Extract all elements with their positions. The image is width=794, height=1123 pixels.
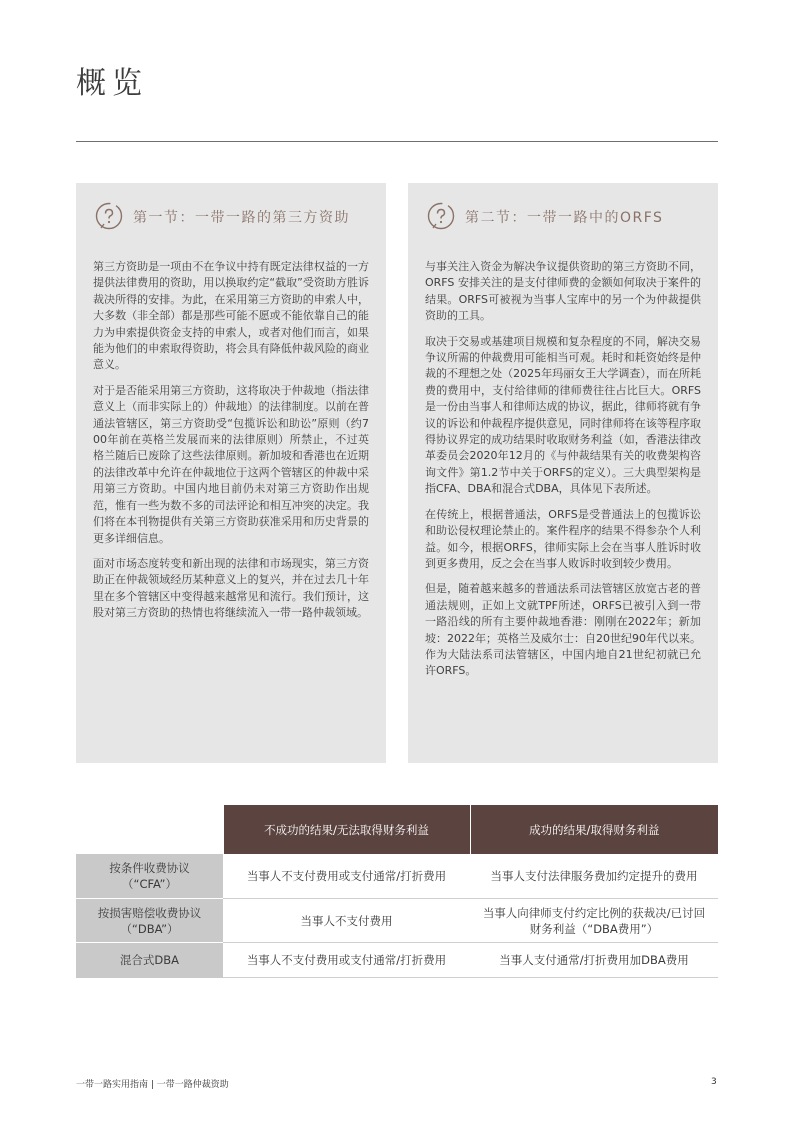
section-1-paragraph: 对于是否能采用第三方资助，这将取决于仲裁地（指法律意义上（而非实际上的）仲裁地）的法律制度。以前在普通法管辖区，第三方资助受“包揽诉讼和助讼”原则（约700年前在英格兰发展而来的法律原则）所禁止，不过英格兰随后已废除了这些法律原则。新加坡和香港也在近期的法律改革中允许在仲裁地位于这两个管辖区的仲裁中采用第三方资助。中国内地目前仍未对第三方资助作出规范，惟有一些为数不多的司法评论和相互冲突的决定。我们将在本刊物提供有关第三方资助获准采用和历史背景的更多详细信息。 xyxy=(93,383,369,545)
table-cell: 当事人向律师支付约定比例的获裁决/已讨回财务利益（“DBA费用”） xyxy=(470,899,718,943)
section-1-title: 第一节：一带一路的第三方资助 xyxy=(133,210,350,226)
title-divider xyxy=(76,141,718,142)
section-2-paragraph: 取决于交易或基建项目规模和复杂程度的不同，解决交易争议所需的仲裁费用可能相当可观。耗时和耗资始终是仲裁的不理想之处（2025年玛丽女王大学调查），而在所耗费的费用中，支付给律师的律师费往往占比巨大。ORFS是一份由当事人和律师达成的协议，据此，律师将就有争议的诉讼和仲裁程序提供意见，同时律师将在该等程序取得协议界定的成功结果时收取财务利益（如，香港法律改革委员会2020年12月的《与仲裁结果有关的收费架构咨询文件》第1.2节中关于ORFS的定义）。三大典型架构是指CFA、DBA和混合式DBA，具体见下表所述。 xyxy=(425,334,701,496)
row-label-hybrid-dba: 混合式DBA xyxy=(76,943,223,978)
table-cell: 当事人支付通常/打折费用加DBA费用 xyxy=(470,943,718,978)
table-cell: 当事人不支付费用或支付通常/打折费用 xyxy=(223,943,470,978)
question-bubble-icon xyxy=(93,201,125,233)
section-2-paragraph: 但是，随着越来越多的普通法系司法管辖区放宽古老的普通法规则，正如上文就TPF所述，ORFS已被引入到一带一路沿线的所有主要仲裁地香港：刚刚在2022年；新加坡：2022年；英格兰及威尔士：自20世纪90年代以来。作为大陆法系司法管辖区，中国内地自21世纪初就已允许ORFS。 xyxy=(425,582,701,678)
table-row xyxy=(76,899,718,943)
section-2-paragraph: 与事关注入资金为解决争议提供资助的第三方资助不同，ORFS 安排关注的是支付律师费的金额如何取决于案件的结果。ORFS可被视为当事人宝库中的另一个为仲裁提供资助的工具。 xyxy=(425,260,701,323)
table-row xyxy=(76,943,718,978)
table-header-successful: 成功的结果/取得财务利益 xyxy=(470,805,718,854)
section-1-paragraph: 面对市场态度转变和新出现的法律和市场现实，第三方资助正在仲裁领域经历某种意义上的复兴，并在过去几十年里在多个管辖区中变得越来越常见和流行。我们预计，这股对第三方资助的热情也将继续流入一带一路仲裁领域。 xyxy=(93,556,369,620)
footer-publication: 一带一路实用指南 | 一带一路仲裁资助 xyxy=(76,1080,229,1090)
table-cell: 当事人不支付费用 xyxy=(223,899,470,943)
section-2-box xyxy=(408,183,718,763)
section-1-paragraph: 第三方资助是一项由不在争议中持有既定法律权益的一方提供法律费用的资助，用以换取约定“截取”受资助方胜诉裁决所得的安排。为此，在采用第三方资助的申索人中，大多数（非全部）都是那些可能不愿或不能依靠自己的能力为申索提供资金支持的申索人，或者对他们而言，如果能为他们的申索取得资助，将会具有降低仲裁风险的商业意义。 xyxy=(93,260,369,372)
section-2-header xyxy=(425,197,701,237)
table-header-row xyxy=(76,805,718,854)
table-row xyxy=(76,854,718,899)
fee-arrangement-table xyxy=(76,805,718,978)
section-2-paragraph: 在传统上，根据普通法，ORFS是受普通法上的包揽诉讼和助讼侵权理论禁止的。案件程序的结果不得参杂个人利益。如今，根据ORFS，律师实际上会在当事人胜诉时收到更多费用，反之会在当事人败诉时收到较少费用。 xyxy=(425,507,701,570)
section-2-title: 第二节：一带一路中的ORFS xyxy=(465,210,664,226)
row-label-dba: 按损害赔偿收费协议 （“DBA”） xyxy=(76,899,223,943)
section-1-box xyxy=(76,183,386,763)
table-header-unsuccessful: 不成功的结果/无法取得财务利益 xyxy=(223,805,470,854)
row-label-cfa: 按条件收费协议 （“CFA”） xyxy=(76,854,223,899)
section-1-header xyxy=(93,197,369,237)
table-header-blank xyxy=(76,805,223,854)
page-title: 概览 xyxy=(76,66,148,101)
question-bubble-icon xyxy=(425,201,457,233)
table-cell: 当事人支付法律服务费加约定提升的费用 xyxy=(470,854,718,899)
table-cell: 当事人不支付费用或支付通常/打折费用 xyxy=(223,854,470,899)
page-number: 3 xyxy=(711,1077,717,1087)
